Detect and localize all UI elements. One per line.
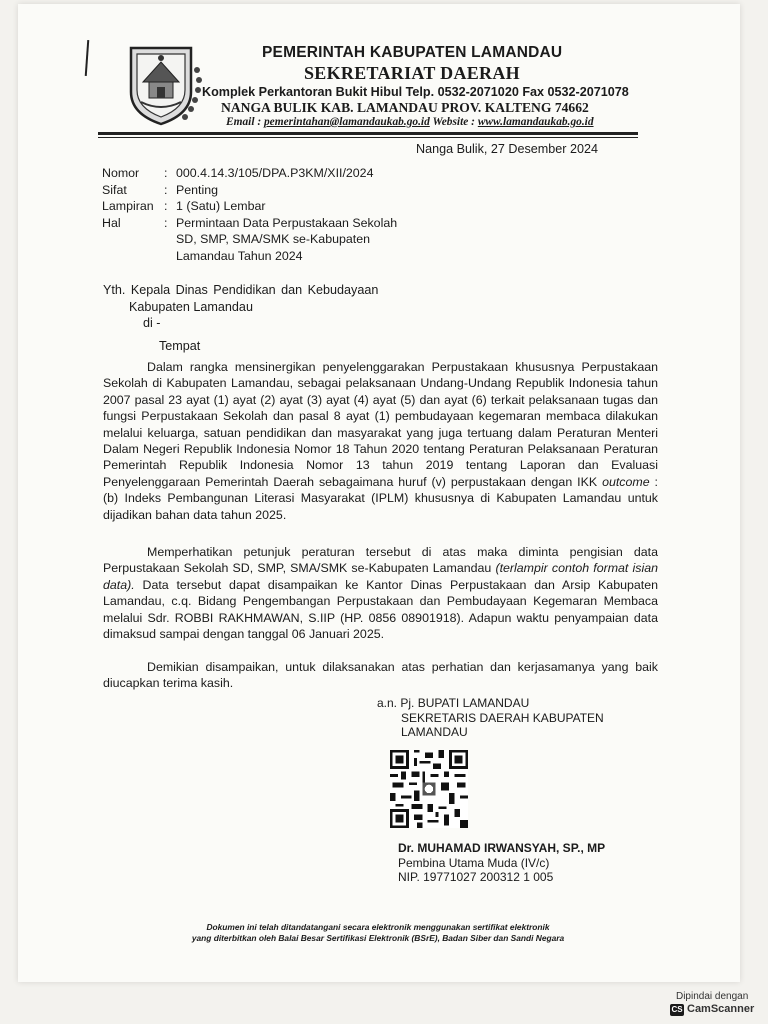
letter-page xyxy=(18,4,740,982)
paragraph-text: Demikian disampaikan, untuk dilaksanakan atas perhatian dan kerjasamanya yang baik diucapkan terima kasih. xyxy=(103,660,658,691)
signer-rank: Pembina Utama Muda (IV/c) xyxy=(398,855,550,870)
addressee-line: Yth. Kepala Dinas Pendidikan dan Kebudayaan xyxy=(103,283,379,297)
meta-colon: : xyxy=(164,199,168,213)
meta-label: Sifat xyxy=(102,182,127,197)
signer-block xyxy=(398,841,605,885)
addressee-line: Kabupaten Lamandau xyxy=(129,299,253,314)
meta-value: 000.4.14.3/105/DPA.P3KM/XII/2024 xyxy=(176,166,374,180)
meta-row-hal xyxy=(102,215,397,265)
body-paragraph-3 xyxy=(103,659,658,692)
header-address: Komplek Perkantoran Bukit Hibul Telp. 0532-2071020 Fax 0532-2071078 xyxy=(202,85,629,99)
regency-logo xyxy=(117,40,205,128)
header-contacts xyxy=(226,116,594,128)
footer-line: Dokumen ini telah ditandatangani secara elektronik menggunakan sertifikat elektronik xyxy=(206,922,550,932)
website-link[interactable]: www.lamandaukab.go.id xyxy=(477,116,594,128)
meta-label: Nomor xyxy=(102,166,140,180)
signature-line: SEKRETARIS DAERAH KABUPATEN xyxy=(401,710,604,725)
scanner-brand-name: CamScanner xyxy=(687,1003,755,1015)
camscanner-icon: CS xyxy=(671,1004,683,1014)
meta-row-nomor xyxy=(102,165,397,182)
header-rule-thin xyxy=(98,137,638,138)
meta-row-sifat xyxy=(102,182,397,199)
meta-colon: : xyxy=(164,182,168,197)
addressee-block xyxy=(103,282,378,354)
subject-line: Lamandau Tahun 2024 xyxy=(176,248,303,263)
e-signature-note xyxy=(138,922,618,944)
letter-date: Nanga Bulik, 27 Desember 2024 xyxy=(416,142,599,156)
meta-label: Hal xyxy=(102,215,121,230)
header-secretariat: SEKRETARIAT DAERAH xyxy=(304,63,520,83)
meta-row-lampiran xyxy=(102,198,397,215)
qr-code xyxy=(390,750,468,828)
header-government: PEMERINTAH KABUPATEN LAMANDAU xyxy=(262,44,563,61)
signature-line: LAMANDAU xyxy=(401,725,468,739)
signer-nip: NIP. 19771027 200312 1 005 xyxy=(398,870,554,884)
meta-colon: : xyxy=(164,166,168,180)
body-paragraph-2 xyxy=(103,544,658,642)
scanner-brand xyxy=(670,1003,754,1016)
header-city: NANGA BULIK KAB. LAMANDAU PROV. KALTENG 74662 xyxy=(221,100,589,115)
subject-line: SD, SMP, SMA/SMK se-Kabupaten xyxy=(176,232,370,246)
paragraph-text: : (b) Indeks Pembangunan Literasi Masyarakat (IPLM) khususnya di Kabupaten Lamandau untuk dijadikan bahan data tahun 2025. xyxy=(103,474,658,522)
website-label: Website : xyxy=(432,116,475,128)
scanner-caption: Dipindai dengan xyxy=(675,991,749,1002)
meta-label: Lampiran xyxy=(102,199,154,213)
paragraph-italic: outcome xyxy=(602,474,650,489)
body-paragraph-1 xyxy=(103,359,658,523)
addressee-line: di - xyxy=(143,316,161,330)
email-label: Email : xyxy=(226,116,262,128)
email-link[interactable]: pemerintahan@lamandaukab.go.id xyxy=(263,116,430,128)
subject-line: Permintaan Data Perpustakaan Sekolah xyxy=(176,215,398,230)
addressee-line: Tempat xyxy=(159,338,201,353)
meta-value xyxy=(176,215,397,265)
pen-mark xyxy=(85,40,90,76)
paragraph-text: Dalam rangka mensinergikan penyelenggarakan Perpustakaan khususnya Perpustakaan Sekolah di Kabupaten Lamandau, sebagai pelaksanaan Undang-Undang Republik Indonesia tahun 2007 pasal 23 ayat (1) ayat (2) ayat (3) ayat (4) ayat (5) dan ayat (6) terkait pelaksanaan tugas dan fungsi Perpustakaan Sekolah dan pasal 8 ayat (1) pembudayaan kegemaran membaca dilakukan melalui keluarga, satuan pendidikan dan masyarakat yang juga tertuang dalam Peraturan Menteri Dalam Negeri Republik Indonesia Nomor 18 Tahun 2020 tentang Peraturan Pelaksanaan Peraturan Pemerintah Republik Indonesia Nomor 13 tahun 2019 tentang Laporan dan Evaluasi Penyelenggaraan Pemerintah Daerah sebagaimana huruf (v) perpustakaan dengan IKK xyxy=(103,360,658,489)
signature-block xyxy=(377,696,604,740)
meta-colon: : xyxy=(164,215,168,230)
scanner-badge xyxy=(670,990,754,1016)
header-rule-thick xyxy=(98,132,638,135)
paragraph-italic: (terlampir contoh format isian data). xyxy=(103,561,658,592)
paragraph-text: Memperhatikan petunjuk peraturan tersebut di atas maka diminta pengisian data Perpustakaan Sekolah SD, SMP, SMA/SMK se-Kabupaten Lamandau xyxy=(103,545,658,576)
footer-line: yang diterbitkan oleh Balai Besar Sertifikasi Elektronik (BSrE), Badan Siber dan Sandi Negara xyxy=(191,933,565,943)
signature-line: a.n. Pj. BUPATI LAMANDAU xyxy=(377,696,530,710)
letter-meta xyxy=(102,165,397,264)
meta-value: Penting xyxy=(176,182,219,197)
paragraph-text: Data tersebut dapat disampaikan ke Kantor Dinas Perpustakaan dan Arsip Kabupaten Lamandau, c.q. Bidang Pengembangan Perpustakaan dan Pembudayaan Kegemaran Membaca melalui Sdr. ROBBI RAKHMAWAN, S.IIP (HP. 0856 08901918). Adapun waktu penyampaian data dimaksud sampai dengan tanggal 06 Januari 2025. xyxy=(103,577,658,642)
meta-value: 1 (Satu) Lembar xyxy=(176,199,266,213)
signer-name: Dr. MUHAMAD IRWANSYAH, SP., MP xyxy=(398,841,606,855)
